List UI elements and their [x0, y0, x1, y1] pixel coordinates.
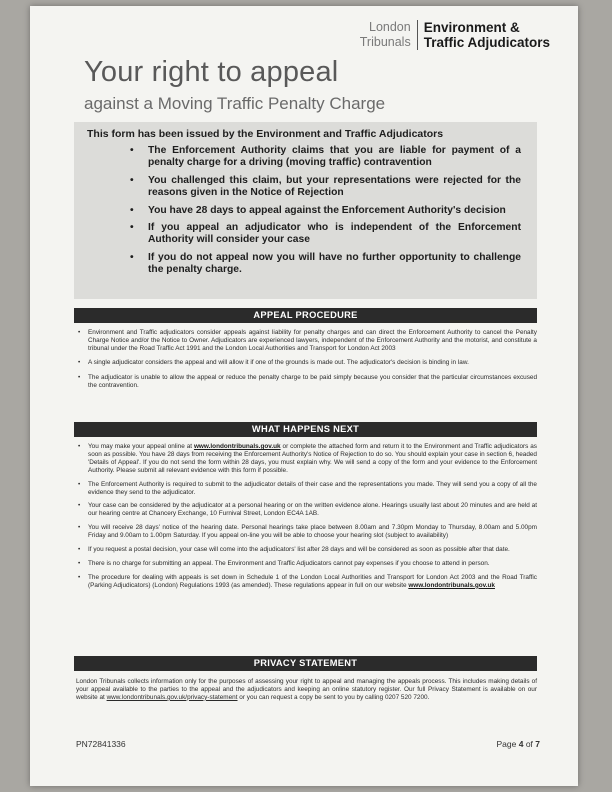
logo-traffic-adjudicators: Traffic Adjudicators	[423, 35, 550, 50]
notice-heading: This form has been issued by the Environment and Traffic Adjudicators	[87, 128, 444, 140]
privacy-link[interactable]: www.londontribunals.gov.uk/privacy-statement	[106, 693, 238, 701]
notice-list	[74, 145, 537, 277]
page-current: 4	[518, 739, 524, 749]
page-title: Your right to appeal	[84, 56, 339, 88]
notice-box	[74, 122, 537, 299]
what-happens-bullet	[88, 574, 537, 590]
what-happens-bullet: • If you request a postal decision, your case will come into the adjudicators' list after 28 days and will be considered as soon as possible after that date.	[88, 546, 537, 554]
notice-bullet: • You challenged this claim, but your representations were rejected for the reasons given in the Notice of Rejection	[148, 175, 521, 200]
bullet-text: The procedure for dealing with appeals is set down in Schedule 1 of the London Local Authorities and Transport for London Act 2003 and the Road Traffic (Parking Adjudicators) (London) Regulations 1993 (as amended). These regulations appear in full on our website	[88, 573, 537, 589]
what-happens-next-heading: WHAT HAPPENS NEXT	[74, 422, 537, 437]
appeal-procedure-bullet: • A single adjudicator considers the appeal and will allow it if one of the grounds is made out. The adjudicator's decision is binding in law.	[88, 359, 537, 367]
appeal-procedure-section	[76, 329, 537, 389]
bullet-text: You may make your appeal online at	[88, 443, 194, 450]
bullet-text: or complete the attached form and return it to the Environment and Traffic adjudicators as soon as possible. You have 28 days from receiving the Enforcement Authority's Notice of Rejection to do so. You should explain your case in section 6, headed 'Details of Appeal'. If you do not send the form within 28 days, you must explain why. We will send a copy of the form and your evidence to the Enforcement Authority. Please submit all relevant evidence with this form if possible.	[88, 443, 538, 474]
what-happens-bullet: • The Enforcement Authority is required to submit to the adjudicator details of their case and the representations you made. They will send you a copy of all the evidence they send to the adjudicator.	[88, 481, 537, 497]
notice-bullet: • You have 28 days to appeal against the Enforcement Authority's decision	[148, 205, 521, 217]
page-of: of	[523, 739, 536, 749]
logo-london: London	[369, 20, 411, 34]
london-tribunals-logo	[360, 20, 550, 50]
privacy-text: London Tribunals collects information only for the purposes of assessing your right to appeal and managing the appeals process. This includes making details of your appeal available to the parties to the appeal and the adjudicators and keeping an online statutory register. Our full Privacy Statement is available on our website at	[76, 678, 537, 701]
what-happens-bullet	[88, 443, 537, 475]
notice-bullet: • If you appeal an adjudicator who is independent of the Enforcement Authority will consider your case	[148, 222, 521, 247]
privacy-statement-text	[76, 678, 537, 702]
notice-bullet: • If you do not appeal now you will have no further opportunity to challenge the penalty charge.	[148, 252, 521, 277]
what-happens-next-section	[76, 443, 537, 590]
what-happens-bullet: • Your case can be considered by the adjudicator at a personal hearing or on the written evidence alone. Hearings usually last about 20 minutes and are held at our hearing centre at Chancery Exchange, 10 Furnival Street, London EC4A 1AB.	[88, 502, 537, 518]
logo-environment: Environment &	[423, 20, 520, 35]
website-link[interactable]: www.londontribunals.gov.uk	[408, 581, 495, 589]
page-number	[497, 739, 541, 749]
privacy-statement-heading: PRIVACY STATEMENT	[74, 656, 537, 671]
logo-right-block	[418, 20, 550, 50]
reference-number: PN72841336	[76, 739, 126, 749]
privacy-text: or you can request a copy be sent to you by calling 0207 520 7200.	[237, 693, 430, 701]
what-happens-bullet: • You will receive 28 days' notice of the hearing date. Personal hearings take place between 8.00am and 7.30pm Monday to Thursday, 8.00am and 5.00pm Friday and 9.00am to 1.00pm Saturday. If you appeal on-line you will be able to choose your hearing slot (subject to availability)	[88, 524, 537, 540]
appeal-procedure-bullet: • Environment and Traffic adjudicators consider appeals against liability for penalty charges and can direct the Enforcement Authority to cancel the Penalty Charge Notice and/or the Notice to Owner. Adjudicators are experienced lawyers, independent of the Enforcement Authority and the motorist, and constitute a tribunal under the Road Traffic Act 1991 and the London Local Authorities and Transport for London Act 2003	[88, 329, 537, 353]
website-link[interactable]: www.londontribunals.gov.uk	[193, 443, 281, 450]
logo-tribunals: Tribunals	[359, 35, 411, 49]
notice-bullet: • The Enforcement Authority claims that you are liable for payment of a penalty charge for a driving (moving traffic) contravention	[148, 145, 521, 170]
appeal-procedure-bullet: • The adjudicator is unable to allow the appeal or reduce the penalty charge to be paid simply because you consider that the particular circumstances excused the contravention.	[88, 374, 537, 390]
page-label: Page	[496, 739, 519, 749]
page-total: 7	[535, 739, 540, 749]
page-subtitle: against a Moving Traffic Penalty Charge	[84, 94, 386, 113]
logo-left-block	[360, 20, 418, 50]
what-happens-bullet: • There is no charge for submitting an appeal. The Environment and Traffic Adjudicators cannot pay expenses if you choose to attend in person.	[88, 560, 537, 568]
appeal-procedure-heading: APPEAL PROCEDURE	[74, 308, 537, 323]
document-page	[30, 6, 578, 786]
